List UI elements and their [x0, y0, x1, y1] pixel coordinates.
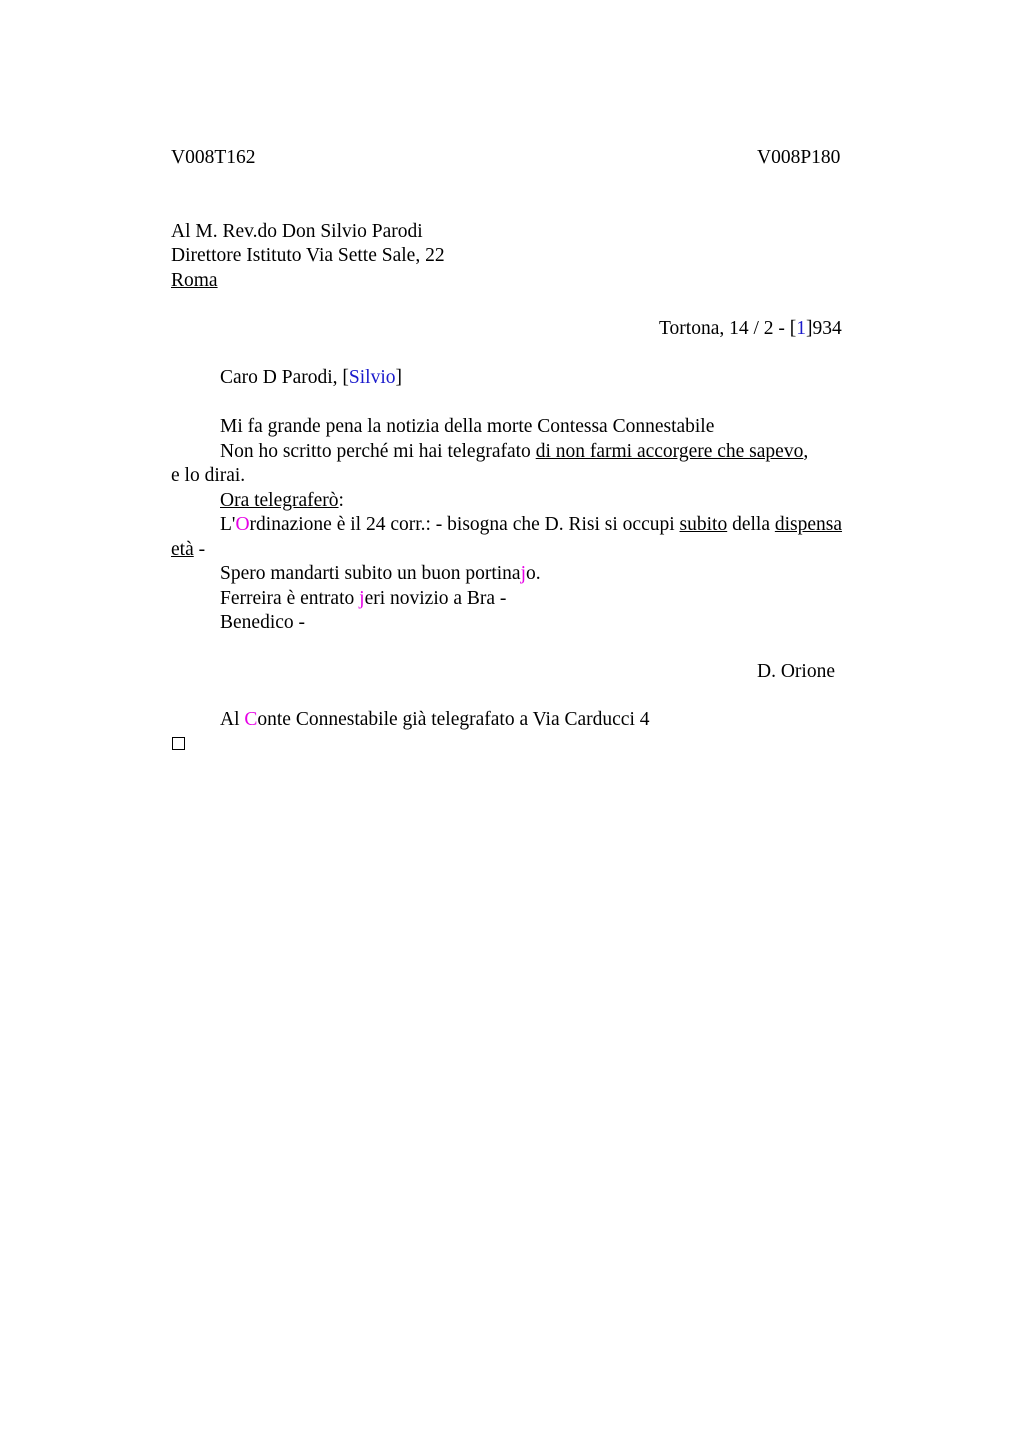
p3-underlined: Ora telegraferò: [220, 490, 339, 511]
archive-code-right: V008P180: [757, 147, 841, 168]
dateline-prefix: Tortona, 14 / 2 - [: [659, 318, 797, 339]
body-paragraph-4-continuation: [171, 538, 205, 562]
signature: D. Orione: [757, 661, 835, 682]
p2-comma: ,: [803, 441, 809, 462]
salutation-suffix: ]: [395, 367, 403, 388]
address-institute: Direttore Istituto Via Sette Sale, 22: [171, 245, 445, 266]
ps-text-a: Al: [220, 709, 245, 730]
body-paragraph-3: [220, 489, 344, 513]
p6-correction: j: [359, 588, 365, 609]
salutation-prefix: Caro D Parodi, [: [220, 367, 349, 388]
archive-code-left: V008T162: [171, 147, 256, 168]
p4-underlined-subito: subito: [679, 514, 728, 535]
address-recipient: Al M. Rev.do Don Silvio Parodi: [171, 221, 423, 242]
p4-underlined-eta: età: [171, 539, 194, 560]
empty-box-icon: [172, 737, 185, 750]
p6-text-a: Ferreira è entrato: [220, 588, 360, 609]
p4-text-b: rdinazione è il 24 corr.: - bisogna che D. Risi si occupi: [249, 514, 680, 535]
body-paragraph-6: [220, 587, 506, 611]
p4-underlined-dispensa: dispensa: [774, 514, 843, 535]
salutation: [220, 366, 402, 390]
p5-text-a: Spero mandarti subito un buon portina: [220, 563, 521, 584]
dateline: [659, 317, 842, 341]
p5-correction: j: [520, 563, 527, 584]
p4-text-c: della: [727, 514, 775, 535]
address-city: Roma: [171, 270, 218, 291]
p3-colon: :: [338, 490, 344, 511]
p6-text-b: eri novizio a Bra -: [364, 588, 507, 609]
p4-dash: -: [193, 539, 206, 560]
p4-text-a: L': [220, 514, 236, 535]
body-paragraph-2-continuation: e lo dirai.: [171, 465, 246, 486]
body-paragraph-5: [220, 562, 541, 586]
salutation-editorial-name: Silvio: [348, 367, 396, 388]
postscript: [220, 708, 650, 732]
body-paragraph-7: Benedico -: [220, 612, 306, 633]
body-paragraph-4: [220, 513, 842, 537]
body-paragraph-2: [220, 440, 808, 464]
p2-underlined: di non farmi accorgere che sapevo: [535, 441, 804, 462]
ps-text-b: onte Connestabile già telegrafato a Via Carducci 4: [257, 709, 650, 730]
p4-correction: O: [235, 514, 250, 535]
p2-text: Non ho scritto perché mi hai telegrafato: [220, 441, 536, 462]
body-paragraph-1: Mi fa grande pena la notizia della morte Contessa Connestabile: [220, 416, 715, 437]
p5-text-b: o.: [526, 563, 541, 584]
dateline-editorial-digit: 1: [796, 318, 807, 339]
ps-correction: C: [244, 709, 258, 730]
dateline-suffix: ]934: [806, 318, 842, 339]
